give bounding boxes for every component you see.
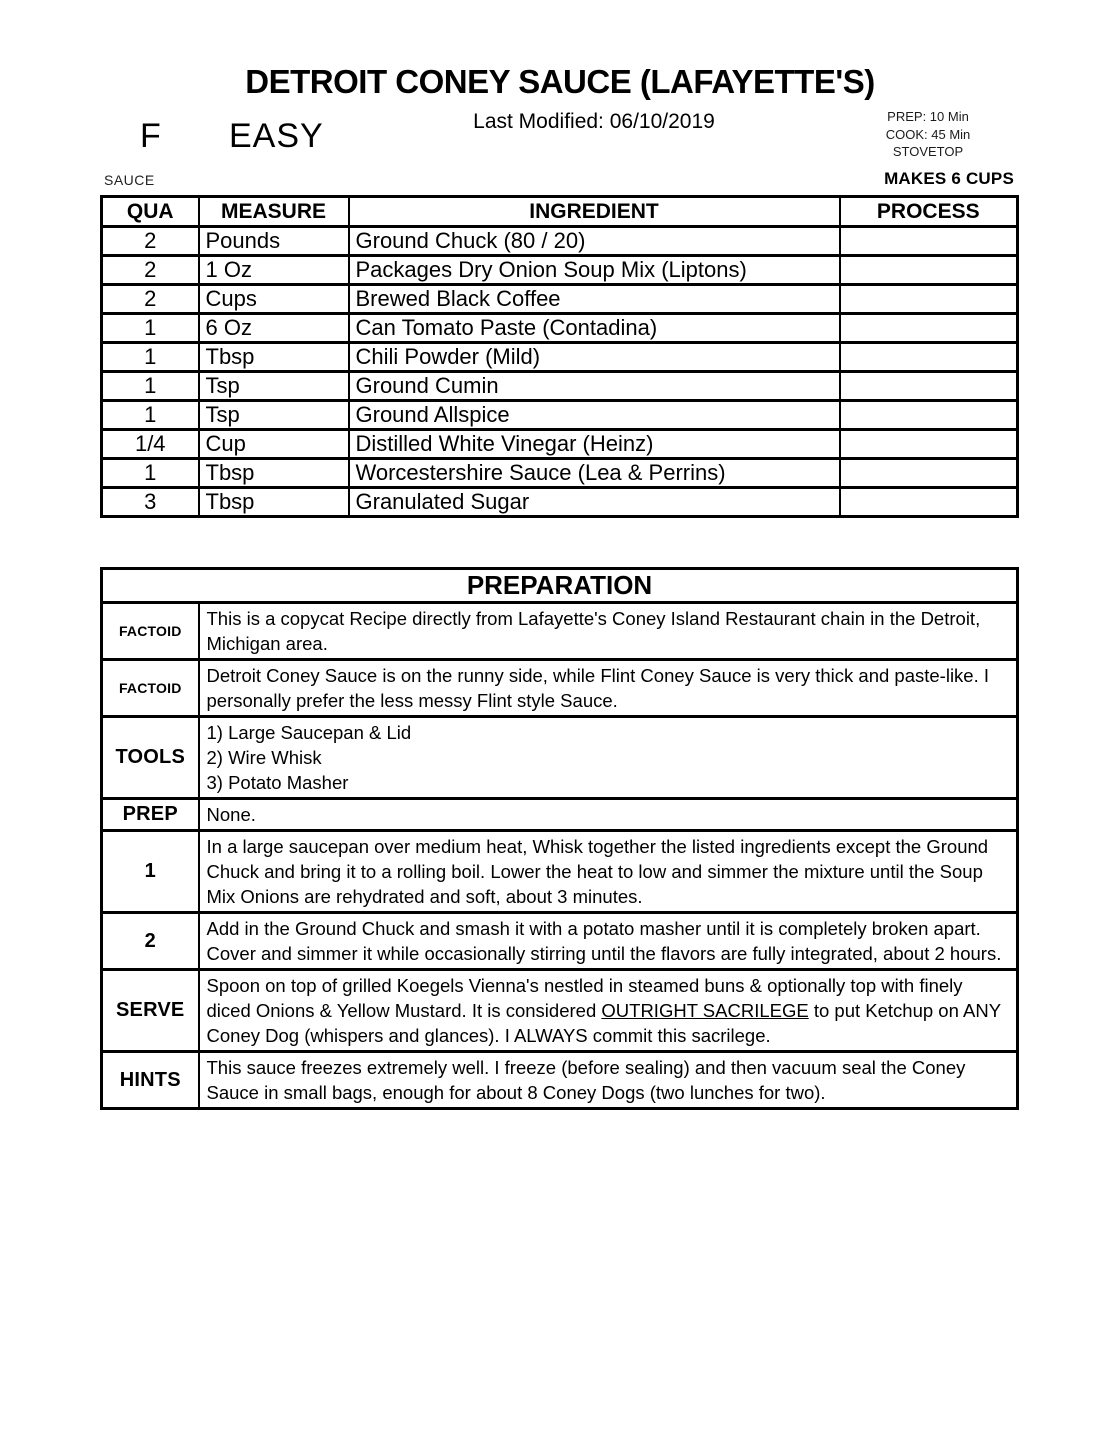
tool-item: 1) Large Saucepan & Lid — [206, 722, 412, 743]
ingredient-row — [102, 430, 1018, 459]
qua-cell: 3 — [102, 488, 199, 517]
ingredient-cell: Chili Powder (Mild) — [349, 343, 840, 372]
ingredient-row — [102, 459, 1018, 488]
qua-cell: 2 — [102, 285, 199, 314]
process-cell — [840, 372, 1018, 401]
recipe-title: DETROIT CONEY SAUCE (LAFAYETTE'S) — [245, 63, 875, 100]
process-cell — [840, 430, 1018, 459]
ingredient-row — [102, 401, 1018, 430]
measure-cell: Tsp — [199, 401, 349, 430]
ingredient-cell: Ground Cumin — [349, 372, 840, 401]
process-cell — [840, 488, 1018, 517]
ingredient-row — [102, 343, 1018, 372]
ingredient-cell: Granulated Sugar — [349, 488, 840, 517]
row-text — [199, 717, 1018, 799]
qua-cell: 1 — [102, 314, 199, 343]
preparation-title: PREPARATION — [102, 569, 1018, 603]
qua-cell: 1 — [102, 343, 199, 372]
measure-cell: Tbsp — [199, 488, 349, 517]
qua-cell: 1/4 — [102, 430, 199, 459]
yield-label: MAKES 6 CUPS — [884, 169, 1014, 188]
qua-cell: 1 — [102, 459, 199, 488]
ingredient-cell: Worcestershire Sauce (Lea & Perrins) — [349, 459, 840, 488]
prep-row-prep — [102, 799, 1018, 831]
ingredient-row — [102, 314, 1018, 343]
prep-row-serve — [102, 970, 1018, 1052]
row-text: This is a copycat Recipe directly from Lafayette's Coney Island Restaurant chain in the Detroit, Michigan area. — [199, 603, 1018, 660]
process-cell — [840, 314, 1018, 343]
qua-cell: 2 — [102, 227, 199, 256]
cook-meta-block — [818, 108, 1038, 161]
process-cell — [840, 256, 1018, 285]
process-cell — [840, 285, 1018, 314]
row-label: FACTOID — [102, 603, 199, 660]
file-letter-code: F — [140, 117, 161, 155]
process-cell — [840, 401, 1018, 430]
ingredient-row — [102, 372, 1018, 401]
qua-cell: 1 — [102, 372, 199, 401]
row-label: 2 — [102, 913, 199, 970]
process-cell — [840, 227, 1018, 256]
process-cell — [840, 343, 1018, 372]
row-text: Detroit Coney Sauce is on the runny side, while Flint Coney Sauce is very thick and paste-like. I personally prefer the less messy Flint style Sauce. — [199, 660, 1018, 717]
ingredients-header-row — [102, 197, 1018, 227]
ingredient-row — [102, 488, 1018, 517]
row-text: In a large saucepan over medium heat, Whisk together the listed ingredients except the Ground Chuck and bring it to a rolling boil. Lower the heat to low and simmer the mixture until the Soup Mix Onions are rehydrated and soft, about 3 minutes. — [199, 831, 1018, 913]
row-text — [199, 970, 1018, 1052]
qua-header: QUA — [102, 197, 199, 227]
prep-row-step-2 — [102, 913, 1018, 970]
prep-row-factoid-1 — [102, 603, 1018, 660]
difficulty-label: EASY — [229, 117, 324, 155]
ingredient-cell: Can Tomato Paste (Contadina) — [349, 314, 840, 343]
row-label: FACTOID — [102, 660, 199, 717]
row-text: None. — [199, 799, 1018, 831]
row-label: 1 — [102, 831, 199, 913]
prep-time: PREP: 10 Min — [887, 109, 969, 124]
row-label: HINTS — [102, 1052, 199, 1109]
last-modified-date: Last Modified: 06/10/2019 — [473, 110, 715, 133]
measure-cell: Cups — [199, 285, 349, 314]
preparation-header-row — [102, 569, 1018, 603]
measure-cell: Tbsp — [199, 459, 349, 488]
measure-header: MEASURE — [199, 197, 349, 227]
row-text: Add in the Ground Chuck and smash it with a potato masher until it is completely broken apart. Cover and simmer it while occasionally stirring until the flavors are fully integrated, about 2 hours. — [199, 913, 1018, 970]
preparation-table — [100, 567, 1019, 1110]
ingredient-cell: Ground Allspice — [349, 401, 840, 430]
ingredients-table — [100, 195, 1019, 518]
ingredient-cell: Distilled White Vinegar (Heinz) — [349, 430, 840, 459]
process-cell — [840, 459, 1018, 488]
qua-cell: 1 — [102, 401, 199, 430]
row-label: SERVE — [102, 970, 199, 1052]
category-label: SAUCE — [104, 172, 155, 188]
tool-item: 3) Potato Masher — [206, 772, 349, 793]
measure-cell: Tsp — [199, 372, 349, 401]
prep-row-tools — [102, 717, 1018, 799]
ingredient-cell: Ground Chuck (80 / 20) — [349, 227, 840, 256]
ingredient-cell: Brewed Black Coffee — [349, 285, 840, 314]
ingredient-row — [102, 227, 1018, 256]
cook-method: STOVETOP — [892, 144, 964, 159]
row-label: PREP — [102, 799, 199, 831]
process-header: PROCESS — [840, 197, 1018, 227]
row-label: TOOLS — [102, 717, 199, 799]
measure-cell: Tbsp — [199, 343, 349, 372]
measure-cell: Cup — [199, 430, 349, 459]
serve-text-before: Spoon on top of grilled Koegels Vienna's nestled in steamed buns & optionally top with finely diced Onions & Yellow Mustard. It is considered — [206, 975, 963, 1021]
serve-text-after: to put Ketchup on ANY Coney Dog (whispers and glances). I ALWAYS commit this sacrilege. — [206, 1000, 1001, 1046]
prep-row-hints — [102, 1052, 1018, 1109]
ingredient-row — [102, 285, 1018, 314]
tool-item: 2) Wire Whisk — [206, 747, 322, 768]
measure-cell: 6 Oz — [199, 314, 349, 343]
qua-cell: 2 — [102, 256, 199, 285]
cook-time: COOK: 45 Min — [885, 126, 971, 142]
prep-row-factoid-2 — [102, 660, 1018, 717]
prep-row-step-1 — [102, 831, 1018, 913]
measure-cell: Pounds — [199, 227, 349, 256]
measure-cell: 1 Oz — [199, 256, 349, 285]
ingredient-row — [102, 256, 1018, 285]
serve-text-underlined: OUTRIGHT SACRILEGE — [601, 1000, 809, 1021]
ingredient-header: INGREDIENT — [349, 197, 840, 227]
ingredient-cell: Packages Dry Onion Soup Mix (Liptons) — [349, 256, 840, 285]
row-text: This sauce freezes extremely well. I freeze (before sealing) and then vacuum seal the Coney Sauce in small bags, enough for about 8 Coney Dogs (two lunches for two). — [199, 1052, 1018, 1109]
